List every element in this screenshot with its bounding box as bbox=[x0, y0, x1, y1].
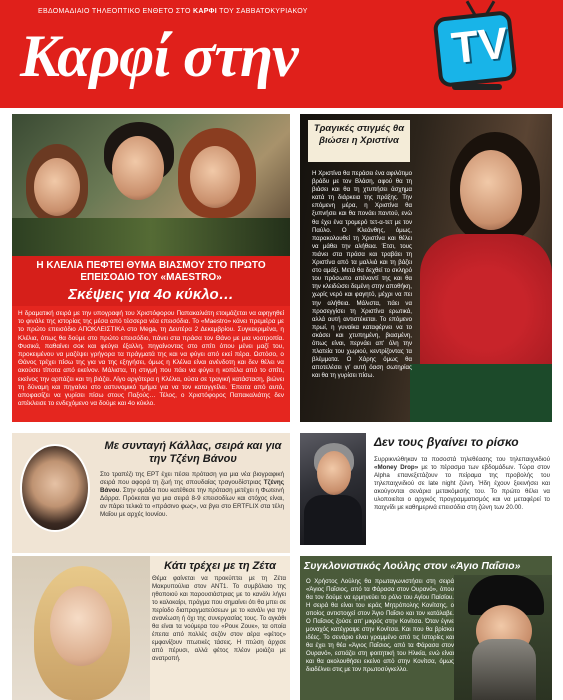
photo-figure bbox=[460, 150, 522, 230]
photo-skirt bbox=[410, 364, 552, 422]
money-drop-body bbox=[374, 456, 550, 512]
photo-dress bbox=[420, 234, 552, 384]
vanou-body-start: Στο τραπέζι της ΕΡΤ έχει πέσει πρόταση για μια νέα βιογραφική σειρά που αφορά τη ζωή της σπουδαίας τραγουδίστριας bbox=[100, 471, 284, 486]
maestro-title: Σκέψεις για 4ο κύκλο… bbox=[68, 286, 234, 303]
zeta-title: Κάτι τρέχει με τη Ζέτα bbox=[164, 560, 276, 572]
photo-figure bbox=[34, 158, 80, 216]
photo-figure bbox=[112, 136, 164, 200]
vanou-body bbox=[100, 471, 284, 519]
maestro-kicker: Η ΚΛΕΛΙΑ ΠΕΦΤΕΙ ΘΥΜΑ ΒΙΑΣΜΟΥ ΣΤΟ ΠΡΩΤΟ ΕΠΕΙΣΟΔΙΟ ΤΟΥ «MAESTRO» bbox=[36, 260, 266, 283]
zeta-photo bbox=[12, 556, 150, 700]
maestro-photo bbox=[12, 114, 290, 256]
brand-title: Καρφί στην bbox=[20, 23, 298, 89]
christina-body: Η Χριστίνα θα περάσει ένα αφιλότιμο βράδυ με τον Βλάση, αφού θα τη βιάσει και θα τη χτυπήσει άσχημα κατά τη διάρκεια της πράξης. Την επόμενη μέρα, η Χριστίνα θα ξυπνήσει και θα πονάει παντού, ενώ θα έχει ένα τρομερό τετ-α-τετ με τον Παύλο. Ο Κλεάνθης, όμως, παρακολουθεί τη Χριστίνα και θέλει να μάθει την αλήθεια. Έτσι, τους πιάνει στα πράσα και τραβάει τη Χριστίνα από τα μαλλιά και τη βάζει στο αμάξι. Μετά θα δεχθεί το σκληρό του πρόσωπο απέναντί της και θα την κλειδώσει δεμένη στην αποθήκη, χωρίς νερό και φαγητό, μέχρι να πει την αλήθεια. Μάλιστα, πάει να προσεγγίσει τη Χριστίνα ερωτικά, αλλά αυτή αντιστέκεται. Το επόμενο πρωί, η γυναίκα καταφέρνει να το σκάσει και χτυπημένη, βιασμένη, όπως είναι, περνάει απ' όλη την πλατεία του χωριού, κεντρίζοντας τα βλέμματα. Ο Χάρης όμως θα αποτελέσει γι' αυτή όαση σωτηρίας και θα τη γυρίσει πίσω. bbox=[312, 170, 412, 380]
christina-title: Τραγικές στιγμές θα βιώσει η Χριστίνα bbox=[308, 120, 410, 162]
vanou-body-end: . Στην ομάδα που κατέθεσε την πρόταση μετέχει η Φωτεινή Δάρρα. Πρόκειται για μια σειρά 8-9 επεισοδίων και στόχος είναι, αν πάρει τελικά το «πράσινο φως», να βγει στο ERTFLIX στα τέλη Μαΐου με αρχές Ιουνίου. bbox=[100, 487, 284, 518]
paisios-title: Συγκλονιστικός Λούλης στον «Άγιο Παΐσιο» bbox=[304, 560, 521, 572]
tv-logo-text: TV bbox=[449, 18, 511, 74]
vanou-title: Με συνταγή Κάλλας, σειρά και για την Τζένη Βάνου bbox=[104, 440, 282, 465]
tagline-brand: ΚΑΡΦΙ bbox=[193, 8, 217, 15]
money-drop-title: Δεν τους βγαίνει το ρίσκο bbox=[374, 435, 519, 449]
tagline bbox=[38, 8, 308, 15]
photo-foliage bbox=[12, 218, 290, 256]
photo-figure bbox=[317, 451, 351, 495]
tv-logo-icon bbox=[433, 10, 518, 88]
tagline-end: ΤΟΥ ΣΑΒΒΑΤΟΚΥΡΙΑΚΟΥ bbox=[219, 8, 308, 15]
photo-figure bbox=[50, 586, 112, 666]
tv-stand bbox=[452, 84, 502, 90]
paisios-body: Ο Χρήστος Λούλης θα πρωταγωνιστήσει στη σειρά «Άγιος Παΐσιος, από τα Φάρασα στον Ουρανό», όπου θα τον δούμε να ερμηνεύει το ρόλο του Αγίου Παϊσίου. Η σειρά θα είναι του ιεράς Μητρόπολης Κονίτσης, ο οποίος αντιστοιχεί στον Άγιο Παΐσιο και τον κατάλαβε. Ο Παΐσιος ζούσε απ' μικρός στην Κονίτσα. Όταν έγινε μοναχός κατέγραψε στην Κονίτσα. Και που θα βρίσκει ιδέες. Το σενάριο είναι γραμμένο από τις Ιστορίες και θα έχει τη θέα «Άγιος Παΐσιος, από τα Φάρασα στον Ουρανό», εστιάζει στη φοιτητική του Ηλικία, ενώ είναι και θα ακολουθήσει εκείνο από στην Κονίτσα, όμως διαδέλνει στις με τον πρωτοσύγκελλο. bbox=[306, 578, 454, 673]
maestro-headline-box bbox=[12, 256, 290, 306]
zeta-body: Θέμα φαίνεται να προκύπτει με τη Ζέτα Μακρυπούλια στον ΑΝΤ1. Το συμβόλαιο της ηθοποιού και παρουσιάστριας με το κανάλι λήγει το καλοκαίρι, πράγμα που σημαίνει ότι θα μπει σε περίοδο διαπραγματεύσεων με το κανάλι για την ανανέωση ή όχι της συνεργασίας τους. Το αγκάθι θα είναι τα νούμερα του «Ρουκ Ζουκ», τα οποία έπειτα από πολλές σεζόν στον αέρα «φέτος» εμφανίζουν πτωτικές τάσεις. Η πτώση άρχισε από πέρυσι, αλλά φέτος πλέον μοιάζει με ανατροπή. bbox=[152, 575, 286, 662]
photo-beard bbox=[472, 639, 536, 700]
money-drop-photo bbox=[300, 433, 366, 545]
money-drop-body-start: Συρρικνώθηκαν τα ποσοστά τηλεθέασης του τηλεπαιχνιδιού bbox=[374, 456, 550, 463]
money-drop-body-name: «Money Drop» bbox=[374, 464, 419, 471]
vanou-body-name: Τζένης Βάνου bbox=[100, 479, 284, 494]
maestro-body: Η δραματική σειρά με την υπογραφή του Χριστόφορου Παπακαλιάτη ετοιμάζεται να αφηγηθεί το φινάλε της ιστορίας της μέσα από τέσσερα νέα επεισόδια. Το «Maestro» κάνει πρεμιέρα με το πρώτο επεισόδιο ΑΠΟΚΛΕΙΣΤΙΚΑ στο Mega, τη Δευτέρα 2 Δεκεμβρίου. Συγκεκριμένα, η Κλέλια, όπως θα δούμε στο πρώτο επεισόδιο, πάνει στα πράσα τον Θάνο με μια νοοτροπία. Φυσικά, παθαίνει σοκ και φεύγει έξαλλη, πηγαίνοντας στο σπίτι όπου μένει μαζί του, προκειμένου να μαζέψει γρήγορα τα πράγματά της και να φύγει από εκεί πέρα. Ωστόσο, ο Θάνος τρέχει πίσω της για να της εξηγήσει, όμως η Κλέλια είναι ανένδοτη και δεν θέλει να ακούσει τίποτα από εκείνον. Μάλιστα, τη στιγμή που πάει να φύγει η κοπέλα από το σπίτι, εκείνος την αρπάζει και τη βιάζει. Λίγο αργότερα η Κλέλια, ούσα σε τραγική κατάσταση, βιώνει τη δύναμη και πηγαίνει στο αστυνομικό τμήμα για να τον καταγγείλει. Έπειτα από αυτό, αποφασίζει να γυρίσει πίσω στους Παξούς… Τέλος, ο Χριστόφορος Παπακαλιάτης δεν απέκλεισε το ενδεχόμενο να δούμε και 4ο κύκλο. bbox=[12, 306, 290, 422]
paisios-photo bbox=[454, 575, 552, 700]
tagline-start: ΕΒΔΟΜΑΔΙΑΙΟ ΤΗΛΕΟΠΤΙΚΟ ΕΝΘΕΤΟ ΣΤΟ bbox=[38, 8, 191, 15]
vanou-photo bbox=[20, 444, 90, 532]
money-drop-body-end: με το πέρασμα των εβδομάδων. Τώρα στον Alpha επανεξετάζουν το πείραμα της προβολής του τηλεπαιχνιδιού σε late night ζώνη. Ήδη έχουν ξεκινήσει και ακούγονται σενάρια μετακόμισής του. Το πρώτο θέλει να υλοποιείται ο αρχικός προγραμματισμός και να μεταφέρεί το παιχνίδι με καθημερινά επεισόδια στη ζώνη των 20.00. bbox=[374, 464, 550, 511]
photo-suit bbox=[304, 495, 362, 545]
photo-figure bbox=[190, 146, 240, 208]
